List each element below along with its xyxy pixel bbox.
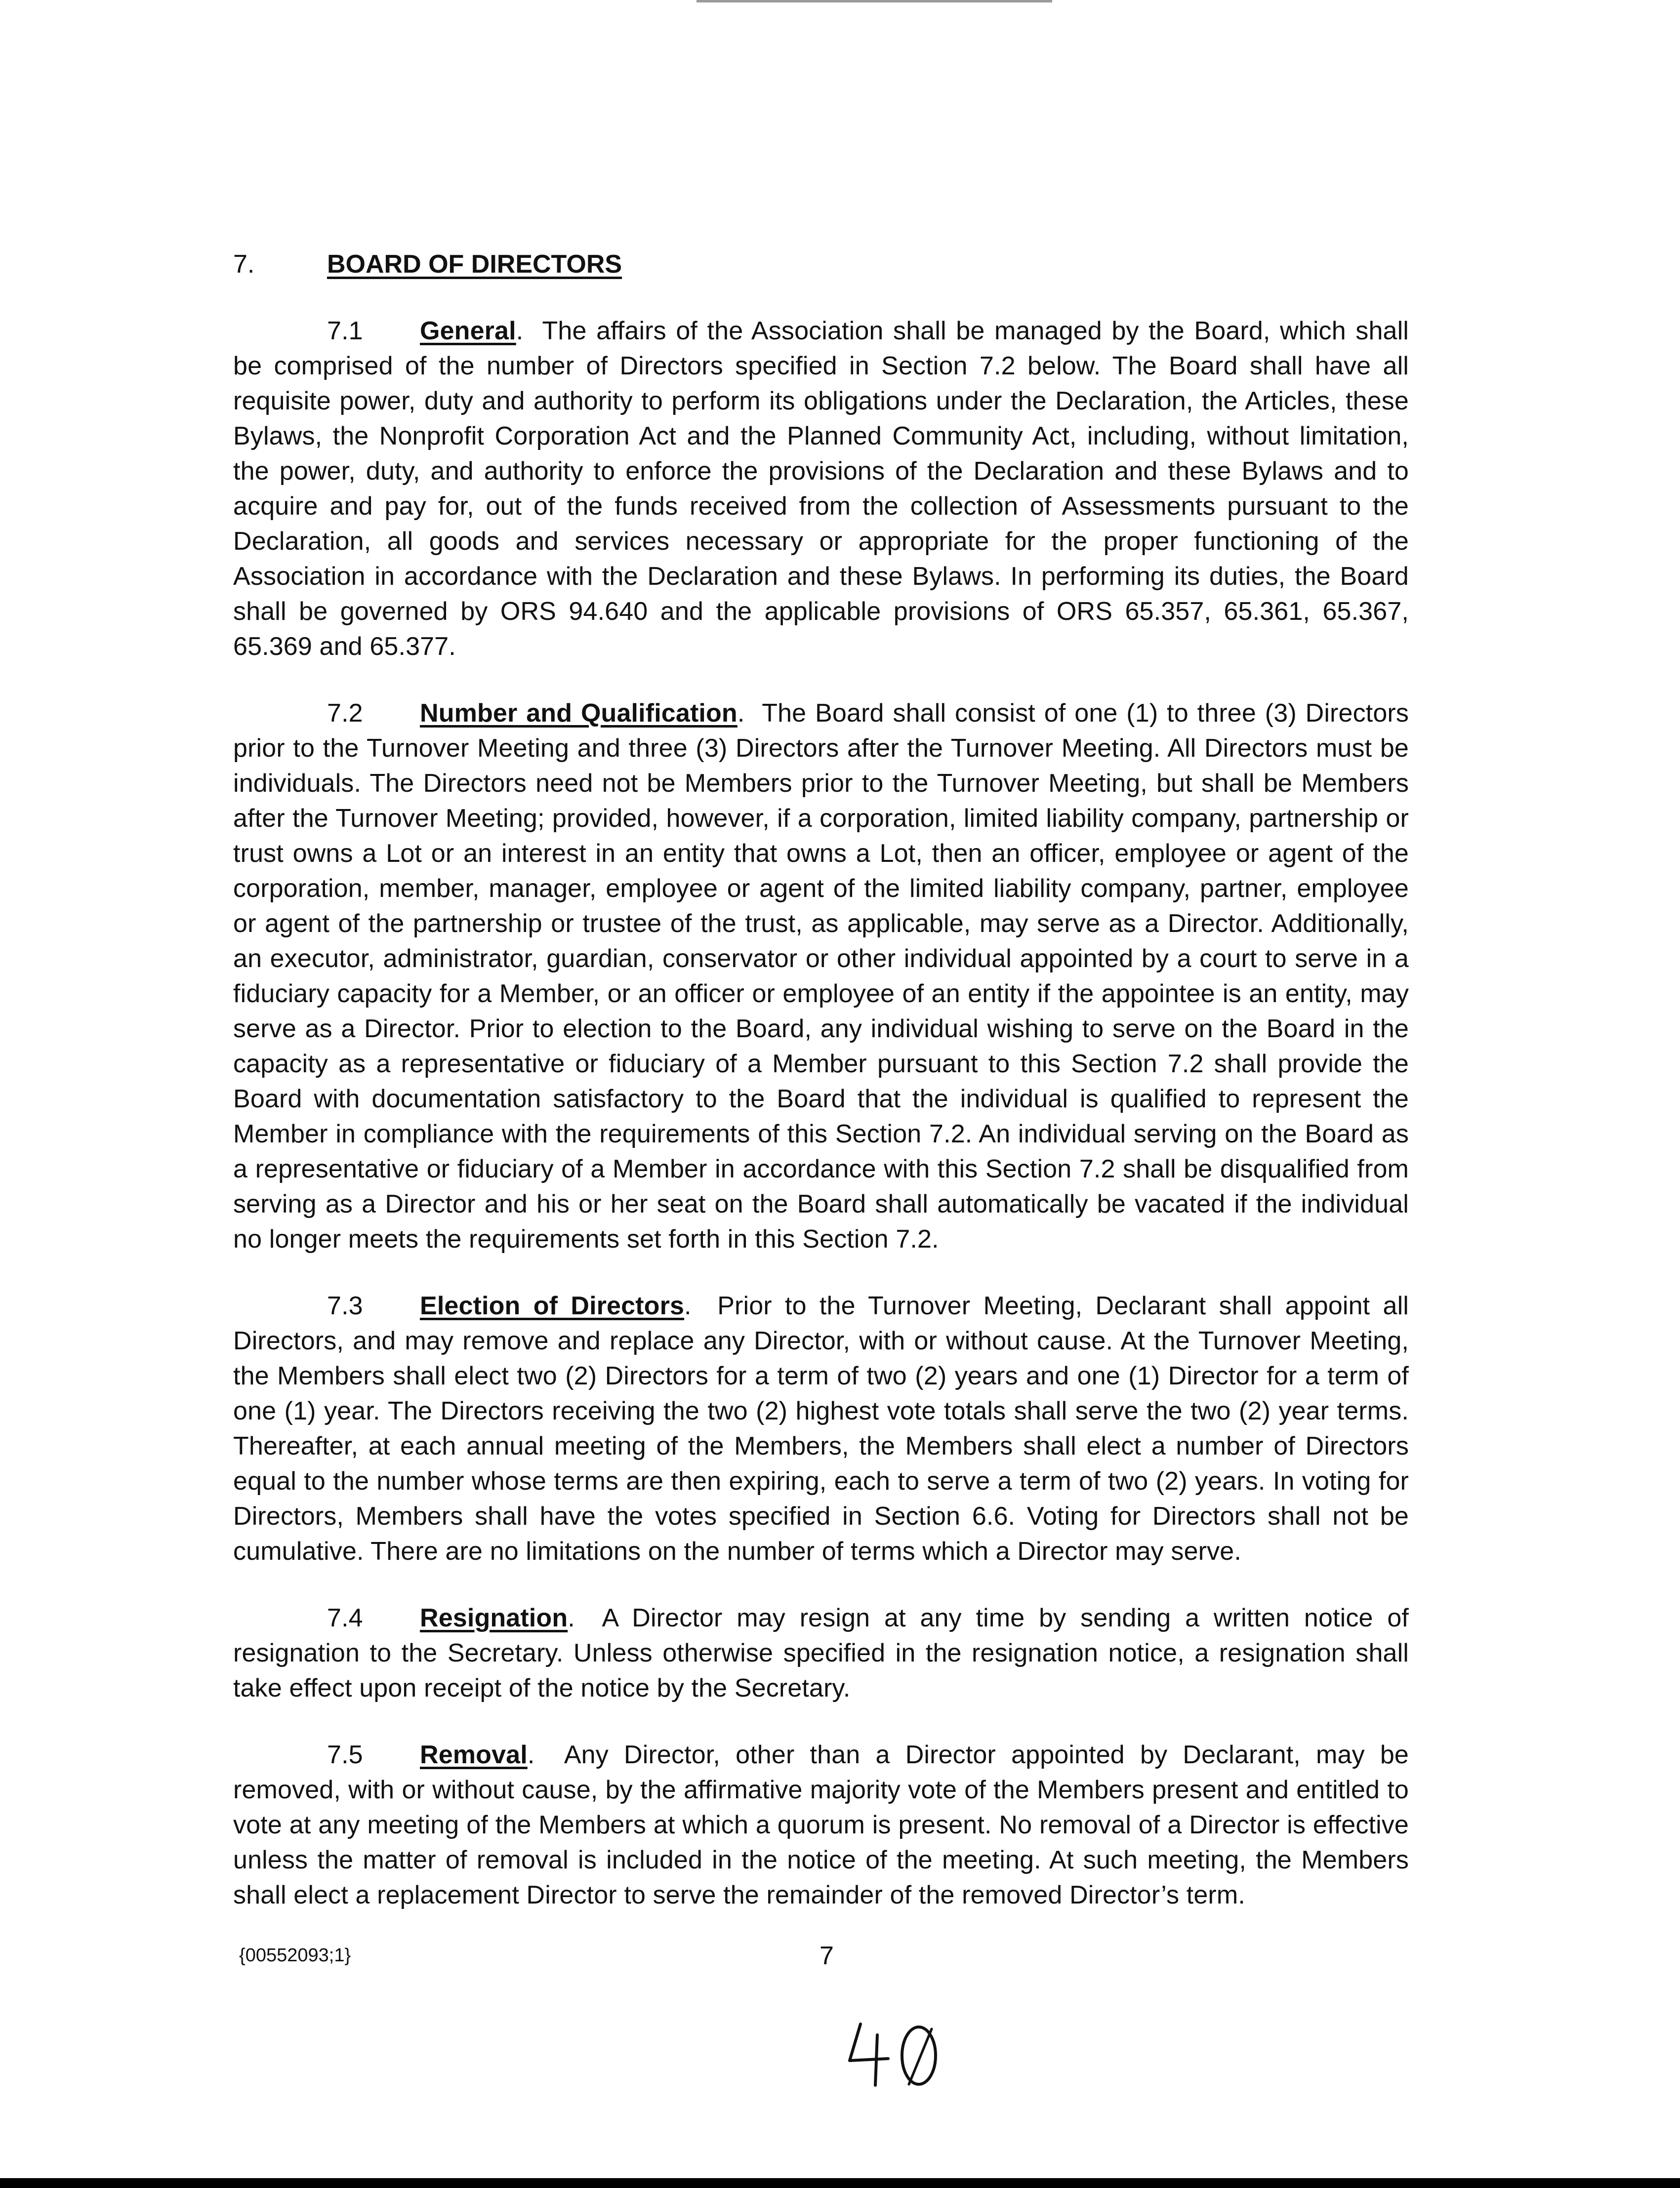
paragraph-title: Election of Directors <box>420 1292 685 1320</box>
section-heading <box>233 242 1409 286</box>
paragraph-7-1: 7.1 General. The affairs of the Association shall be managed by the Board, which shall be comprised of the number of Directors specified in Section 7.2 below. The Board shall have all requisite power, duty and authority to perform its obligations under the Declaration, the Articles, these Bylaws, the Nonprofit Corporation Act and the Planned Community Act, including, without limitation, the power, duty, and authority to enforce the provisions of the Declaration and these Bylaws and to acquire and pay for, out of the funds received from the collection of Assessments pursuant to the Declaration, all goods and services necessary or appropriate for the proper functioning of the Association in accordance with the Declaration and these Bylaws. In performing its duties, the Board shall be governed by ORS 94.640 and the applicable provisions of ORS 65.357, 65.361, 65.367, 65.369 and 65.377. <box>233 314 1409 664</box>
paragraph-title: Resignation <box>420 1604 568 1632</box>
paragraph-7-5: 7.5 Removal. Any Director, other than a Director appointed by Declarant, may be removed, with or without cause, by the affirmative majority vote of the Members present and entitled to vote at any meeting of the Members at which a quorum is present. No removal of a Director is effective unless the matter of removal is included in the notice of the meeting. At such meeting, the Members shall elect a replacement Director to serve the remainder of the removed Director’s term. <box>233 1738 1409 1913</box>
paragraph-title: Number and Qualification <box>420 699 738 728</box>
paragraph-text: Prior to the Turnover Meeting, Declarant shall appoint all Directors, and may remove and replace any Director, with or without cause. At the Turnover Meeting, the Members shall elect two (2) Directors for a term of two (2) years and one (1) Director for a term of one (1) year. The Directors receiving the two (2) highest vote totals shall serve the two (2) year terms. Thereafter, at each annual meeting of the Members, the Members shall elect a number of Directors equal to the number whose terms are then expiring, each to serve a term of two (2) years. In voting for Directors, Members shall have the votes specified in Section 6.6. Voting for Directors shall not be cumulative. There are no limitations on the number of terms which a Director may serve. <box>233 1292 1409 1566</box>
section-number: 7. <box>233 250 255 279</box>
scan-edge-bar <box>0 2178 1680 2188</box>
handwritten-page-mark <box>835 2015 948 2089</box>
page-footer <box>239 1941 1415 1971</box>
paragraph-number: 7.2 <box>327 699 363 728</box>
paragraph-title: Removal <box>420 1741 528 1769</box>
paragraph-number: 7.3 <box>327 1292 363 1320</box>
paragraph-7-2: 7.2 Number and Qualification. The Board shall consist of one (1) to three (3) Directors prior to the Turnover Meeting and three (3) Directors after the Turnover Meeting. All Directors must be individuals. The Directors need not be Members prior to the Turnover Meeting, but shall be Members after the Turnover Meeting; provided, however, if a corporation, limited liability company, partnership or trust owns a Lot or an interest in an entity that owns a Lot, then an officer, employee or agent of the corporation, member, manager, employee or agent of the limited liability company, partner, employee or agent of the partnership or trustee of the trust, as applicable, may serve as a Director. Additionally, an executor, administrator, guardian, conservator or other individual appointed by a court to serve in a fiduciary capacity for a Member, or an officer or employee of an entity if the appointee is an entity, may serve as a Director. Prior to election to the Board, any individual wishing to serve on the Board in the capacity as a representative or fiduciary of a Member pursuant to this Section 7.2 shall provide the Board with documentation satisfactory to the Board that the individual is qualified to represent the Member in compliance with the requirements of this Section 7.2. An individual serving on the Board as a representative or fiduciary of a Member in accordance with this Section 7.2 shall be disqualified from serving as a Director and his or her seat on the Board shall automatically be vacated if the individual no longer meets the requirements set forth in this Section 7.2. <box>233 696 1409 1257</box>
paragraph-7-3: 7.3 Election of Directors. Prior to the Turnover Meeting, Declarant shall appoint all Directors, and may remove and replace any Director, with or without cause. At the Turnover Meeting, the Members shall elect two (2) Directors for a term of two (2) years and one (1) Director for a term of one (1) year. The Directors receiving the two (2) highest vote totals shall serve the two (2) year terms. Thereafter, at each annual meeting of the Members, the Members shall elect a number of Directors equal to the number whose terms are then expiring, each to serve a term of two (2) years. In voting for Directors, Members shall have the votes specified in Section 6.6. Voting for Directors shall not be cumulative. There are no limitations on the number of terms which a Director may serve. <box>233 1289 1409 1569</box>
paragraph-number: 7.4 <box>327 1604 363 1632</box>
scan-edge-line <box>697 0 1052 2</box>
paragraph-number: 7.1 <box>327 317 363 345</box>
document-page <box>233 242 1409 1945</box>
page-number: 7 <box>820 1942 834 1970</box>
paragraph-text: The affairs of the Association shall be managed by the Board, which shall be comprised of the number of Directors specified in Section 7.2 below. The Board shall have all requisite power, duty and authority to perform its obligations under the Declaration, the Articles, these Bylaws, the Nonprofit Corporation Act and the Planned Community Act, including, without limitation, the power, duty, and authority to enforce the provisions of the Declaration and these Bylaws and to acquire and pay for, out of the funds received from the collection of Assessments pursuant to the Declaration, all goods and services necessary or appropriate for the proper functioning of the Association in accordance with the Declaration and these Bylaws. In performing its duties, the Board shall be governed by ORS 94.640 and the applicable provisions of ORS 65.357, 65.361, 65.367, 65.369 and 65.377. <box>233 317 1409 661</box>
paragraph-title: General <box>420 317 516 345</box>
paragraph-text: Any Director, other than a Director appointed by Declarant, may be removed, with or without cause, by the affirmative majority vote of the Members present and entitled to vote at any meeting of the Members at which a quorum is present. No removal of a Director is effective unless the matter of removal is included in the notice of the meeting. At such meeting, the Members shall elect a replacement Director to serve the remainder of the removed Director’s term. <box>233 1741 1409 1909</box>
paragraph-text: A Director may resign at any time by sending a written notice of resignation to the Secretary. Unless otherwise specified in the resignation notice, a resignation shall take effect upon receipt of the notice by the Secretary. <box>233 1604 1409 1702</box>
paragraph-text: The Board shall consist of one (1) to three (3) Directors prior to the Turnover Meeting and three (3) Directors after the Turnover Meeting. All Directors must be individuals. The Directors need not be Members prior to the Turnover Meeting, but shall be Members after the Turnover Meeting; provided, however, if a corporation, limited liability company, partnership or trust owns a Lot or an interest in an entity that owns a Lot, then an officer, employee or agent of the corporation, member, manager, employee or agent of the limited liability company, partner, employee or agent of the partnership or trustee of the trust, as applicable, may serve as a Director. Additionally, an executor, administrator, guardian, conservator or other individual appointed by a court to serve in a fiduciary capacity for a Member, or an officer or employee of an entity if the appointee is an entity, may serve as a Director. Prior to election to the Board, any individual wishing to serve on the Board in the capacity as a representative or fiduciary of a Member pursuant to this Section 7.2 shall provide the Board with documentation satisfactory to the Board that the individual is qualified to represent the Member in compliance with the requirements of this Section 7.2. An individual serving on the Board as a representative or fiduciary of a Member in accordance with this Section 7.2 shall be disqualified from serving as a Director and his or her seat on the Board shall automatically be vacated if the individual no longer meets the requirements set forth in this Section 7.2. <box>233 699 1409 1254</box>
paragraph-number: 7.5 <box>327 1741 363 1769</box>
document-id: {00552093;1} <box>239 1945 351 1966</box>
section-title: BOARD OF DIRECTORS <box>327 250 622 279</box>
paragraph-7-4: 7.4 Resignation. A Director may resign at any time by sending a written notice of resignation to the Secretary. Unless otherwise specified in the resignation notice, a resignation shall take effect upon receipt of the notice by the Secretary. <box>233 1601 1409 1706</box>
